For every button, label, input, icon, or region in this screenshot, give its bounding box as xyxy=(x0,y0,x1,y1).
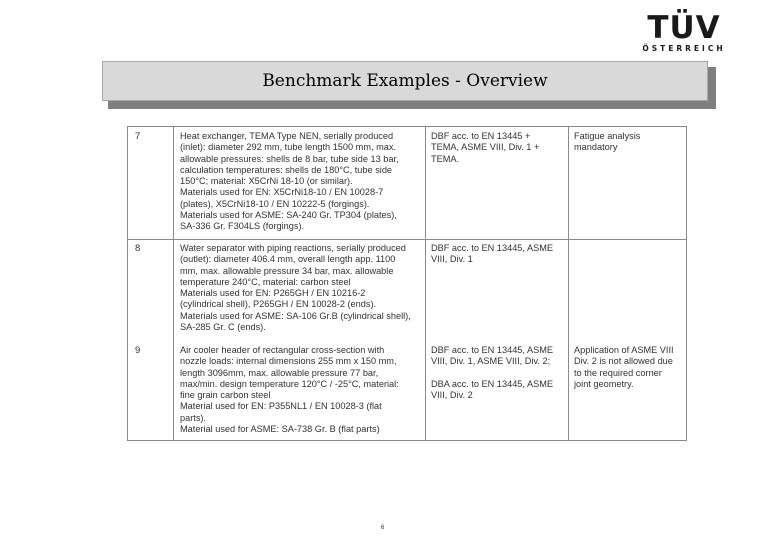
column-divider xyxy=(568,127,569,440)
tuv-logo xyxy=(636,12,732,54)
row-9-number: 9 xyxy=(135,345,141,356)
row-7-description: Heat exchanger, TEMA Type NEN, serially produced (inlet): diameter 292 mm, tube length 1500 mm, max. allowable pressures: shells de 8 bar, tube side 13 bar, calculation temperatures: shells de 180°C, tube side 150°C; material: X5CrNi 18-10 (or similar). Materials used for EN: X5CrNi18-10 / EN 10028-7 (plates), X5CrNi18-10 / EN 10222-5 (forgings). Materials used for ASME: SA-240 Gr. TP304 (plates), SA-336 Gr. F304LS (forgings). xyxy=(180,131,399,232)
row-7-codes: DBF acc. to EN 13445 + TEMA, ASME VIII, Div. 1 + TEMA. xyxy=(431,131,540,164)
logo-main-text: TÜV xyxy=(647,10,721,46)
row-8-description: Water separator with piping reactions, serially produced (outlet): diameter 406.4 mm, overall length app. 1100 mm, max. allowable pressure 34 bar, max. allowable temperature 240°C, material: carbon steel Materials used for EN: P265GH / EN 10216-2 (cylindrical shell), P265GH / EN 10028-2 (ends). Materials used for ASME: SA-106 Gr.B (cylindrical shell), SA-285 Gr. C (ends). xyxy=(180,243,411,333)
page-title: Benchmark Examples - Overview xyxy=(262,71,548,91)
column-divider xyxy=(173,127,174,440)
logo-sub-text: ÖSTERREICH xyxy=(642,44,726,53)
benchmark-table xyxy=(127,126,687,441)
column-divider xyxy=(425,127,426,440)
row-8-codes: DBF acc. to EN 13445, ASME VIII, Div. 1 xyxy=(431,243,554,265)
row-9-notes: Application of ASME VIII Div. 2 is not allowed due to the required corner joint geometry. xyxy=(574,345,674,389)
row-9-codes: DBF acc. to EN 13445, ASME VIII, Div. 1, ASME VIII, Div. 2; DBA acc. to EN 13445, ASME VIII, Div. 2 xyxy=(431,345,554,401)
row-7-number: 7 xyxy=(135,131,141,142)
row-9-description: Air cooler header of rectangular cross-section with nozzle loads: internal dimensions 255 mm x 150 mm, length 3096mm, max. allowable pressure 77 bar, max/min. design temperature 120°C / -25°C, material: fine grain carbon steel Material used for EN: P355NL1 / EN 10028-3 (flat parts). Material used for ASME: SA-738 Gr. B (flat parts) xyxy=(180,345,399,435)
row-divider xyxy=(128,239,686,240)
row-7-notes: Fatigue analysis mandatory xyxy=(574,131,641,153)
title-banner xyxy=(102,61,708,101)
row-8-number: 8 xyxy=(135,243,141,254)
page-number: 6 xyxy=(381,525,385,531)
